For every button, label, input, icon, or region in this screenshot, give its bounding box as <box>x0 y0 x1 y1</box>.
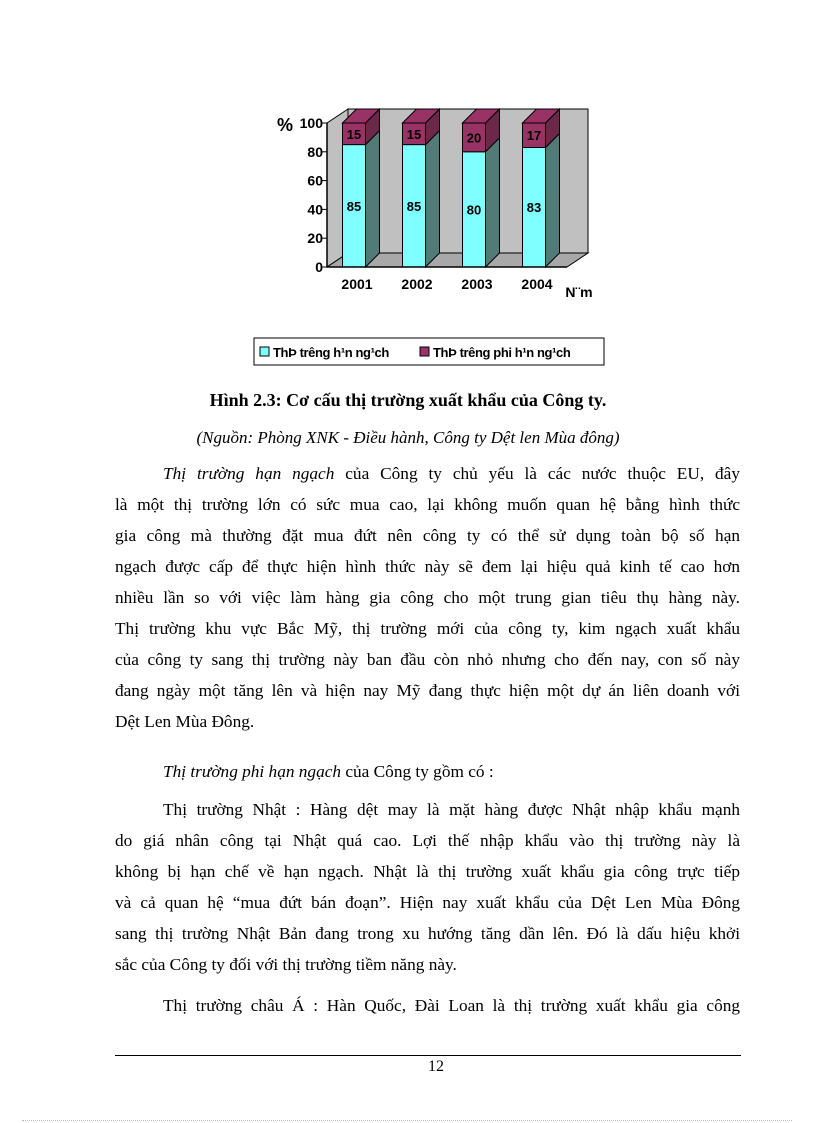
text-segment: của Công ty chủ yếu là các nước thuộc EU, đây <box>334 464 740 483</box>
text-line: Dệt Len Mùa Đông. <box>115 712 255 731</box>
data-label: 85 <box>346 198 362 214</box>
term-non-quota-market: Thị trường phi hạn ngạch <box>163 762 342 781</box>
legend-label: ThÞ trêng phi h¹n ng¹ch <box>433 345 571 360</box>
x-axis-label: N¨m <box>565 284 593 300</box>
data-label: 20 <box>466 130 482 146</box>
text-line: nhiều lần so với việc làm hàng gia công cho một trung gian tiêu thụ hàng này. <box>115 588 740 607</box>
y-tick-label: 0 <box>315 259 323 275</box>
x-tick-label: 2002 <box>401 276 433 292</box>
legend-label: ThÞ trêng h¹n ng¹ch <box>273 345 389 360</box>
text-line: gia công mà thường đặt mua đứt nên công ty có thể sử dụng toàn bộ số hạn <box>115 526 740 545</box>
chart-legend <box>254 338 604 365</box>
page-edge-line <box>22 1120 792 1121</box>
data-label: 80 <box>466 202 482 218</box>
legend-swatch <box>420 347 429 356</box>
legend-swatch <box>260 347 269 356</box>
page-number: 12 <box>428 1058 444 1075</box>
paragraph-japan-market <box>115 794 740 980</box>
y-tick-label: 40 <box>307 201 323 218</box>
paragraph-asia-market <box>115 990 740 1021</box>
bar-side <box>366 131 380 267</box>
bar-side <box>546 133 560 267</box>
y-axis-label: % <box>276 115 294 135</box>
text-line <box>115 756 740 787</box>
paragraph-quota-market <box>115 458 740 737</box>
stacked-bar-chart <box>0 0 816 380</box>
text-line: và cả quan hệ “mua đứt bán đoạn”. Hiện nay xuất khẩu của Dệt Len Mùa Đông <box>115 893 740 912</box>
text-line: ngạch được cấp để thực hiện hình thức này sẽ đem lại hiệu quả kinh tế cao hơn <box>115 557 740 576</box>
text-line: sắc của Công ty đối với thị trường tiềm năng này. <box>115 955 457 974</box>
figure-title: Hình 2.3: Cơ cấu thị trường xuất khẩu của Công ty. <box>209 390 607 410</box>
text-line: do giá nhân công tại Nhật quá cao. Lợi thế nhập khẩu vào thị trường này là <box>115 831 740 850</box>
text-segment: của Công ty gồm có : <box>341 762 494 781</box>
y-tick-label: 60 <box>307 172 323 189</box>
figure-source: (Nguồn: Phòng XNK - Điều hành, Công ty Dệt len Mùa đông) <box>196 428 620 447</box>
text-line: đang ngày một tăng lên và hiện nay Mỹ đang thực hiện một dự án liên doanh với <box>115 681 740 700</box>
text-line: Thị trường châu Á : Hàn Quốc, Đài Loan là thị trường xuất khẩu gia công <box>163 996 740 1015</box>
data-label: 15 <box>406 126 422 142</box>
bar-side <box>486 138 500 267</box>
text-line: là một thị trường lớn có sức mua cao, lại không muốn quan hệ bằng hình thức <box>115 495 740 514</box>
term-quota-market: Thị trường hạn ngạch <box>163 464 335 483</box>
footer-rule <box>115 1055 741 1056</box>
y-tick-label: 80 <box>307 143 323 160</box>
text-line: Thị trường khu vực Bắc Mỹ, thị trường mới của công ty, kim ngạch xuất khẩu <box>115 619 740 638</box>
x-tick-label: 2003 <box>461 276 493 292</box>
text-line: Thị trường Nhật : Hàng dệt may là mặt hàng được Nhật nhập khẩu mạnh <box>163 800 740 819</box>
paragraph-non-quota-market <box>115 756 740 787</box>
bar-side <box>426 131 440 267</box>
text-line: sang thị trường Nhật Bản đang trong xu hướng tăng dần lên. Đó là dấu hiệu khởi <box>115 924 740 943</box>
data-label: 15 <box>346 126 362 142</box>
x-tick-label: 2004 <box>521 276 553 292</box>
x-tick-label: 2001 <box>341 276 373 292</box>
text-line: không bị hạn chế về hạn ngạch. Nhật là thị trường xuất khẩu gia công trực tiếp <box>115 862 740 881</box>
y-tick-label: 20 <box>307 230 323 247</box>
data-label: 17 <box>526 128 542 144</box>
text-line: của công ty sang thị trường này ban đầu còn nhỏ nhưng cho đến nay, con số này <box>115 650 740 669</box>
text-line <box>115 458 740 489</box>
data-label: 85 <box>406 198 422 214</box>
data-label: 83 <box>526 200 542 216</box>
y-tick-label: 100 <box>299 115 323 131</box>
